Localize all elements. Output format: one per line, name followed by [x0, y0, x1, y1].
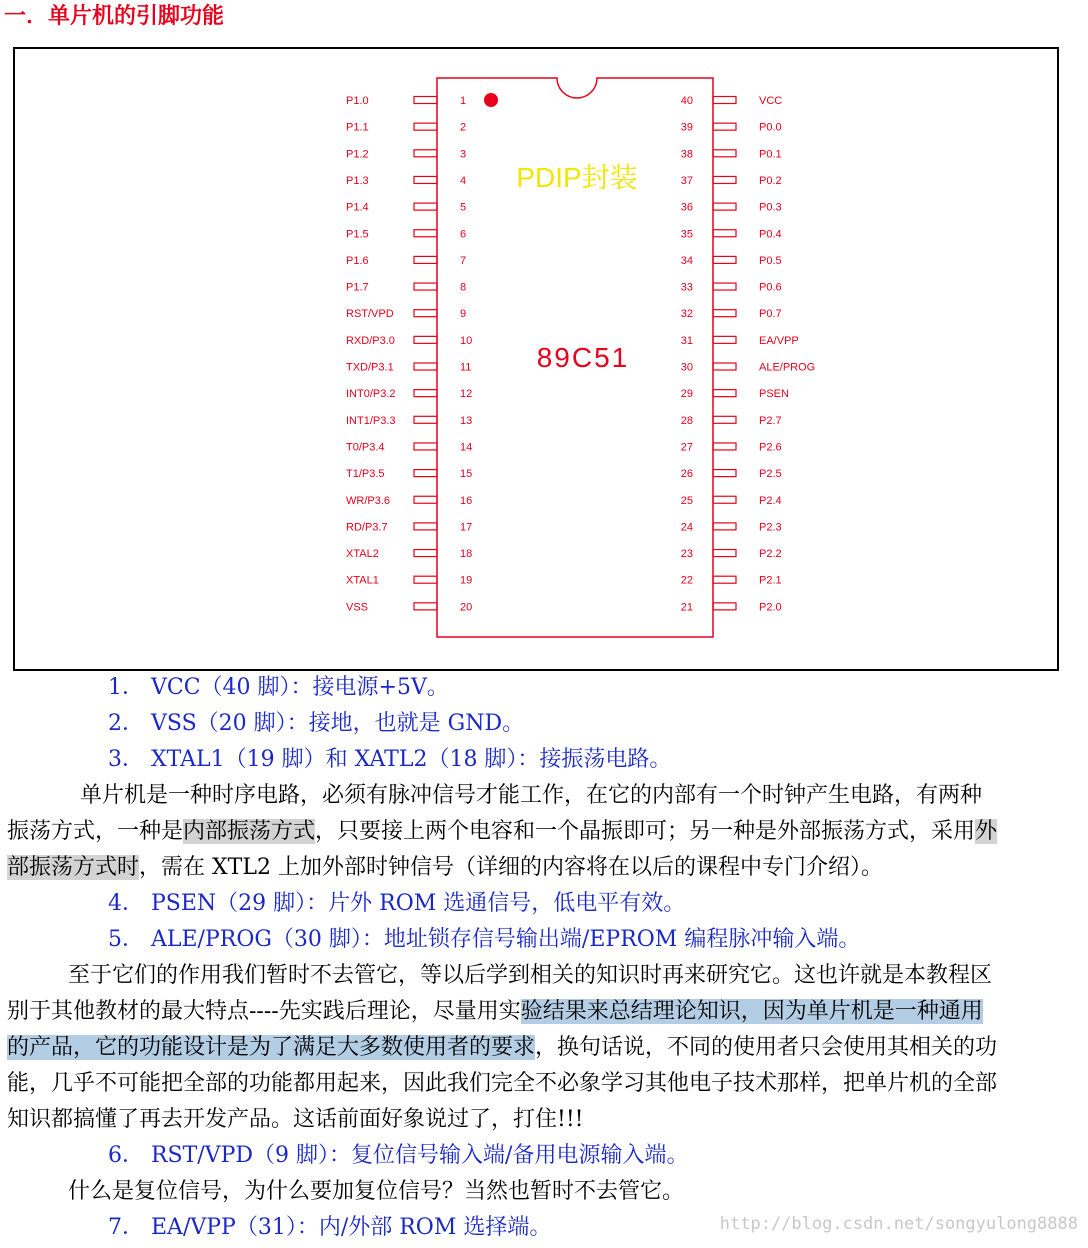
pin-lead — [414, 203, 437, 210]
pin-name: VCC — [759, 95, 783, 107]
pin-12 — [346, 388, 472, 400]
pin-lead — [713, 390, 736, 397]
pin-lead — [713, 176, 736, 183]
pin-name: PSEN — [759, 388, 789, 401]
pin-18 — [346, 548, 472, 560]
pin-name: P1.1 — [346, 121, 369, 134]
pin-lead — [713, 256, 736, 263]
pin-lead — [414, 470, 437, 477]
pin-name: P0.4 — [759, 228, 782, 241]
pin-number: 28 — [680, 414, 693, 427]
pin-name: P2.4 — [759, 494, 782, 507]
pin-15 — [346, 468, 472, 480]
pin-29 — [681, 388, 789, 400]
pin-31 — [681, 335, 799, 347]
chip-label: 89C51 — [536, 342, 630, 373]
pin-7 — [346, 255, 466, 267]
pin-name: VSS — [346, 601, 369, 614]
pin-name: P1.4 — [346, 201, 369, 214]
pin-number: 29 — [680, 388, 693, 401]
para2-line4: 能，几乎不可能把全部的功能都用起来，因此我们完全不必象学习其他电子技术那样，把单片机的全部 — [7, 1071, 998, 1096]
para1-line2 — [7, 814, 997, 850]
highlight-selection: 验结果来总结理论知识，因为单片机是一种通用 — [520, 999, 983, 1024]
pin-lead — [414, 576, 437, 583]
pin-33 — [681, 282, 782, 294]
pin-name: P2.2 — [759, 548, 782, 561]
item-rst: 6． RST/VPD（9 脚）：复位信号输入端/备用电源输入端。 — [108, 1143, 689, 1168]
highlight-internal-osc: 内部振荡方式 — [183, 819, 316, 844]
pin-lead — [414, 363, 437, 370]
pinout-diagram — [15, 49, 1057, 669]
pin-25 — [681, 495, 782, 507]
pin-4 — [346, 175, 466, 187]
pin-number: 1 — [460, 95, 467, 107]
item-vcc: 1． VCC（40 脚）：接电源+5V。 — [108, 675, 449, 700]
pin-13 — [346, 415, 472, 427]
pin-16 — [346, 495, 472, 507]
pin-number: 37 — [680, 174, 693, 187]
pin-number: 23 — [680, 548, 693, 561]
pin-39 — [681, 122, 782, 134]
pin-number: 21 — [680, 601, 693, 614]
pinout-figure — [13, 47, 1059, 671]
pin-number: 12 — [460, 388, 473, 401]
pin-number: 18 — [460, 548, 473, 561]
pin-30 — [681, 362, 816, 374]
pin-number: 8 — [460, 281, 467, 294]
para2-text: ，换句话说，不同的使用者只会使用其相关的功 — [535, 1035, 998, 1060]
pin-number: 27 — [680, 441, 693, 454]
pin-lead — [713, 416, 736, 423]
pin-number: 16 — [460, 494, 473, 507]
pin1-marker-dot — [484, 93, 498, 107]
right-pin-group — [681, 95, 816, 613]
pin-6 — [346, 228, 466, 240]
section-heading: 一．单片机的引脚功能 — [4, 4, 225, 29]
pin-name: P1.2 — [346, 148, 369, 161]
pin-name: P2.3 — [759, 521, 782, 534]
package-label: PDIP封装 — [516, 162, 638, 193]
pin-lead — [713, 523, 736, 530]
pin-number: 6 — [460, 228, 467, 241]
pin-lead — [713, 470, 736, 477]
pin-11 — [346, 362, 471, 374]
pin-name: P2.6 — [759, 441, 782, 454]
pin-number: 32 — [680, 308, 693, 321]
pin-lead — [414, 97, 437, 104]
pin-lead — [713, 336, 736, 343]
pin-10 — [346, 335, 472, 347]
pin-name: RST/VPD — [346, 308, 394, 321]
pin-number: 24 — [680, 521, 693, 534]
pin-20 — [346, 601, 472, 613]
pin-number: 33 — [680, 281, 693, 294]
pin-number: 17 — [460, 521, 473, 534]
pin-lead — [414, 496, 437, 503]
pin-name: P2.7 — [759, 414, 782, 427]
pin-name: INT1/P3.3 — [346, 414, 396, 427]
pin-35 — [681, 228, 782, 240]
pin-number: 22 — [680, 574, 693, 587]
item-vss: 2． VSS（20 脚）：接地，也就是 GND。 — [108, 711, 525, 736]
pin-name: P0.1 — [759, 148, 782, 161]
pin-32 — [681, 308, 782, 320]
pin-5 — [346, 202, 466, 214]
para3-line1: 什么是复位信号，为什么要加复位信号？当然也暂时不去管它。 — [68, 1179, 685, 1204]
pin-number: 14 — [460, 441, 473, 454]
pin-number: 3 — [460, 148, 467, 161]
pin-number: 35 — [680, 228, 693, 241]
pin-lead — [713, 550, 736, 557]
pin-number: 2 — [460, 121, 467, 134]
pin-number: 20 — [460, 601, 473, 614]
pin-34 — [681, 255, 782, 267]
watermark: http://blog.csdn.net/songyulong8888 — [719, 1214, 1078, 1234]
item-xtal: 3． XTAL1（19 脚）和 XATL2（18 脚）：接振荡电路。 — [108, 747, 672, 772]
pin-name: P0.2 — [759, 174, 782, 187]
pin-number: 9 — [460, 308, 467, 321]
pin-name: P2.5 — [759, 468, 782, 481]
pin-name: P1.0 — [346, 95, 369, 107]
pin-lead — [713, 443, 736, 450]
pin-number: 26 — [680, 468, 693, 481]
pin-lead — [713, 363, 736, 370]
pin-number: 13 — [460, 414, 473, 427]
pin-number: 19 — [460, 574, 473, 587]
pin-24 — [681, 521, 782, 533]
para2-line2 — [7, 994, 983, 1030]
pin-number: 30 — [680, 361, 693, 374]
pin-number: 34 — [680, 254, 693, 267]
pin-36 — [681, 202, 782, 214]
pin-3 — [346, 148, 466, 160]
item-psen: 4． PSEN（29 脚）：片外 ROM 选通信号，低电平有效。 — [108, 891, 686, 916]
pin-name: P0.7 — [759, 308, 782, 321]
pin-name: P0.6 — [759, 281, 782, 294]
pin-19 — [346, 575, 472, 587]
pin-lead — [414, 416, 437, 423]
pin-lead — [414, 230, 437, 237]
highlight-external-osc: 外 — [975, 819, 998, 844]
pin-17 — [346, 521, 472, 533]
pin-14 — [346, 441, 472, 453]
pin-lead — [414, 550, 437, 557]
pin-lead — [414, 603, 437, 610]
pin-lead — [414, 283, 437, 290]
pin-name: P0.0 — [759, 121, 782, 134]
para2-line5: 知识都搞懂了再去开发产品。这话前面好象说过了，打住!!! — [7, 1107, 584, 1132]
pin-9 — [346, 308, 466, 320]
pin-name: XTAL2 — [346, 548, 379, 561]
pin-number: 11 — [460, 361, 472, 374]
pin-lead — [414, 523, 437, 530]
pin-name: WR/P3.6 — [346, 494, 391, 507]
pin-28 — [681, 415, 782, 427]
pin-23 — [681, 548, 782, 560]
para2-line3 — [7, 1030, 997, 1066]
pin-name: P0.5 — [759, 254, 782, 267]
pin-name: P2.0 — [759, 601, 782, 614]
pin-name: TXD/P3.1 — [346, 361, 394, 374]
left-pin-group — [346, 95, 472, 613]
pin-40 — [681, 95, 783, 107]
pin-name: RD/P3.7 — [346, 521, 388, 534]
pin-name: P0.3 — [759, 201, 782, 214]
pin-lead — [414, 150, 437, 157]
pin-lead — [713, 123, 736, 130]
pin-lead — [414, 256, 437, 263]
para1-text: ，只要接上两个电容和一个晶振即可；另一种是外部振荡方式，采用 — [315, 819, 976, 844]
pin-name: T0/P3.4 — [346, 441, 385, 454]
pin-lead — [414, 390, 437, 397]
pin-number: 31 — [680, 334, 693, 347]
pin-number: 39 — [680, 121, 693, 134]
pin-lead — [713, 230, 736, 237]
pin-lead — [713, 576, 736, 583]
pin-name: ALE/PROG — [759, 361, 816, 374]
pin-21 — [681, 601, 782, 613]
pin-8 — [346, 282, 466, 294]
para2-text: 别于其他教材的最大特点----先实践后理论，尽量用实 — [7, 999, 521, 1024]
pin-lead — [713, 310, 736, 317]
pin-38 — [681, 148, 782, 160]
pin-number: 7 — [460, 254, 467, 267]
pin-name: P2.1 — [759, 574, 782, 587]
pin-lead — [414, 336, 437, 343]
pin-37 — [681, 175, 782, 187]
pin-lead — [713, 150, 736, 157]
item-ale: 5． ALE/PROG（30 脚）：地址锁存信号输出端/EPROM 编程脉冲输入端。 — [108, 927, 861, 952]
pin-number: 15 — [460, 468, 473, 481]
pin-name: P1.6 — [346, 254, 369, 267]
pin-lead — [713, 97, 736, 104]
pin-lead — [713, 203, 736, 210]
para1-line1: 单片机是一种时序电路，必须有脉冲信号才能工作，在它的内部有一个时钟产生电路，有两种 — [80, 783, 983, 808]
highlight-external-osc: 部振荡方式时 — [7, 855, 140, 880]
pin-name: P1.3 — [346, 174, 369, 187]
pin-lead — [713, 283, 736, 290]
pin-name: RXD/P3.0 — [346, 334, 395, 347]
pin-name: P1.5 — [346, 228, 369, 241]
pin-lead — [414, 123, 437, 130]
pin-name: INT0/P3.2 — [346, 388, 396, 401]
pin-number: 5 — [460, 201, 467, 214]
highlight-selection: 的产品，它的功能设计是为了满足大多数使用者的要求 — [7, 1035, 536, 1060]
pin-lead — [414, 443, 437, 450]
para1-line3 — [7, 850, 883, 886]
pin-name: T1/P3.5 — [346, 468, 385, 481]
para1-text: 振荡方式，一种是 — [7, 819, 184, 844]
pin-lead — [713, 603, 736, 610]
pin-number: 25 — [680, 494, 693, 507]
pin-1 — [346, 95, 466, 107]
pin-number: 10 — [460, 334, 473, 347]
pin-26 — [681, 468, 782, 480]
pin-name: P1.7 — [346, 281, 369, 294]
pin-name: XTAL1 — [346, 574, 379, 587]
pin-lead — [414, 310, 437, 317]
pin-lead — [713, 496, 736, 503]
pin-number: 4 — [460, 174, 467, 187]
pin-2 — [346, 122, 466, 134]
item-ea: 7． EA/VPP（31）：内/外部 ROM 选择端。 — [108, 1215, 552, 1240]
para1-text: ，需在 XTL2 上加外部时钟信号（详细的内容将在以后的课程中专门介绍）。 — [139, 855, 883, 880]
pin-lead — [414, 176, 437, 183]
pin-number: 40 — [680, 95, 693, 107]
pin-27 — [681, 441, 782, 453]
pin-number: 38 — [680, 148, 693, 161]
pin-number: 36 — [680, 201, 693, 214]
para2-line1: 至于它们的作用我们暂时不去管它，等以后学到相关的知识时再来研究它。这也许就是本教程区 — [68, 963, 993, 988]
pin-name: EA/VPP — [759, 334, 799, 347]
pin-22 — [681, 575, 782, 587]
